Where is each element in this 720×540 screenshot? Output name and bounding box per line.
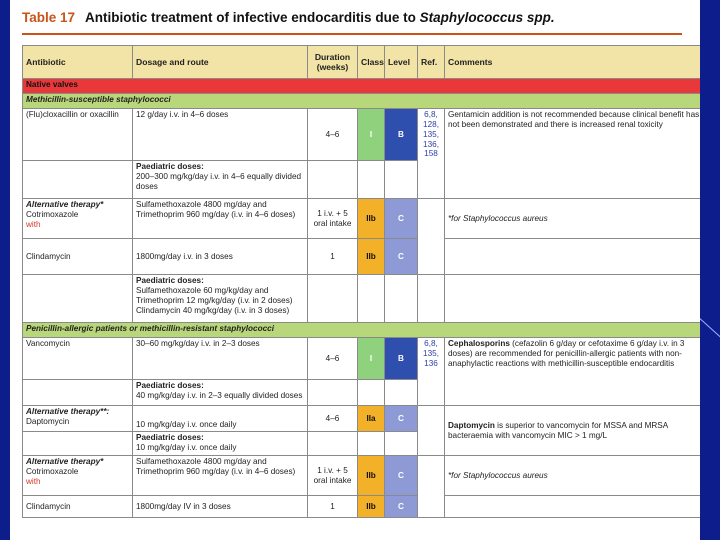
header-class: Class xyxy=(358,46,385,79)
drug-duration: 4–6 xyxy=(308,338,358,380)
paediatric-dose: Paediatric doses: 40 mg/kg/day i.v. in 2–3 equally divided doses xyxy=(133,380,308,406)
drug-dose: Sulfamethoxazole 4800 mg/day and Trimethoprim 960 mg/day (i.v. in 4–6 doses) xyxy=(133,199,308,239)
paediatric-dose: Paediatric doses: Sulfamethoxazole 60 mg/kg/day and Trimethoprim 12 mg/kg/day (i.v. in 2 doses) Clindamycin 40 mg/kg/day (i.v. in 3 doses) xyxy=(133,275,308,323)
decorative-line xyxy=(699,318,720,346)
table-row xyxy=(23,496,701,518)
slide-sheet xyxy=(10,0,700,540)
header-comments: Comments xyxy=(445,46,701,79)
title-italic: Staphylococcus spp. xyxy=(419,10,555,25)
header-dosage: Dosage and route xyxy=(133,46,308,79)
header-ref: Ref. xyxy=(418,46,445,79)
alternative-drug: Alternative therapy**: Daptomycin xyxy=(23,406,133,432)
section-row-mss xyxy=(23,94,701,109)
drug-dose: 30–60 mg/kg/day i.v. in 2–3 doses xyxy=(133,338,308,380)
level-badge: C xyxy=(385,496,418,518)
level-badge: C xyxy=(385,406,418,432)
class-badge: IIb xyxy=(358,239,385,275)
class-badge: IIb xyxy=(358,456,385,496)
drug-dose: Sulfamethoxazole 4800 mg/day and Trimethoprim 960 mg/day (i.v. in 4–6 doses) xyxy=(133,456,308,496)
native-valves-row xyxy=(23,79,701,94)
level-badge: C xyxy=(385,239,418,275)
table-row xyxy=(23,406,701,432)
class-badge: I xyxy=(358,338,385,380)
level-badge: B xyxy=(385,338,418,380)
paediatric-label: Paediatric doses: xyxy=(136,162,204,171)
drug-name: Clindamycin xyxy=(23,496,133,518)
drug-dose: 1800mg/day IV in 3 doses xyxy=(133,496,308,518)
comment: *for Staphylococcus aureus xyxy=(445,456,701,496)
section-pen-label: Penicillin-allergic patients or methicillin-resistant staphylococci xyxy=(23,323,701,338)
table-row xyxy=(23,338,701,380)
drug-name: (Flu)cloxacillin or oxacillin xyxy=(23,109,133,161)
level-badge: C xyxy=(385,456,418,496)
header-antibiotic: Antibiotic xyxy=(23,46,133,79)
comment: Cephalosporins (cefazolin 6 g/day or cefotaxime 6 g/day i.v. in 3 doses) are recommended for penicillin-allergic patients with non-anaphylactic reactions with methicillin-susceptible endocarditis xyxy=(445,338,701,406)
class-badge: IIb xyxy=(358,199,385,239)
native-valves-label: Native valves xyxy=(23,79,701,94)
drug-duration: 4–6 xyxy=(308,109,358,161)
drug-duration: 1 i.v. + 5 oral intake xyxy=(308,199,358,239)
drug-duration: 1 xyxy=(308,239,358,275)
drug-name: Vancomycin xyxy=(23,338,133,380)
comment: Gentamicin addition is not recommended because clinical benefit has not been demonstrated and there is increased renal toxicity xyxy=(445,109,701,199)
paediatric-dose: Paediatric doses: 200–300 mg/kg/day i.v. in 4–6 equally divided doses xyxy=(133,161,308,199)
with-label: with xyxy=(26,476,41,486)
alternative-drug: Alternative therapy* Cotrimoxazole with xyxy=(23,456,133,496)
table-title xyxy=(22,10,555,25)
level-badge: B xyxy=(385,109,418,161)
table-row xyxy=(23,109,701,161)
table-number: Table 17 xyxy=(22,10,76,25)
endocarditis-table xyxy=(22,45,700,518)
comment: *for Staphylococcus aureus xyxy=(445,199,701,239)
table-row xyxy=(23,239,701,275)
drug-name: Clindamycin xyxy=(23,239,133,275)
level-badge: C xyxy=(385,199,418,239)
section-row-pen xyxy=(23,323,701,338)
drug-dose: 12 g/day i.v. in 4–6 doses xyxy=(133,109,308,161)
header-row xyxy=(23,46,701,79)
drug-duration: 4–6 xyxy=(308,406,358,432)
title-text: Antibiotic treatment of infective endocarditis due to xyxy=(85,10,420,25)
drug-duration: 1 xyxy=(308,496,358,518)
drug-duration: 1 i.v. + 5 oral intake xyxy=(308,456,358,496)
section-mss-label: Methicillin-susceptible staphylococci xyxy=(23,94,701,109)
class-badge: I xyxy=(358,109,385,161)
paediatric-dose: Paediatric doses: 10 mg/kg/day i.v. once daily xyxy=(133,432,308,456)
comment: Daptomycin is superior to vancomycin for MSSA and MRSA bacteraemia with vancomycin MIC > 1 mg/L xyxy=(445,406,701,456)
title-rule xyxy=(22,33,682,35)
table-row xyxy=(23,199,701,239)
table-row xyxy=(23,456,701,496)
header-level: Level xyxy=(385,46,418,79)
class-badge: IIa xyxy=(358,406,385,432)
alternative-drug: Alternative therapy* Cotrimoxazole with xyxy=(23,199,133,239)
drug-dose: 10 mg/kg/day i.v. once daily xyxy=(133,406,308,432)
header-duration: Duration (weeks) xyxy=(308,46,358,79)
drug-dose: 1800mg/day i.v. in 3 doses xyxy=(133,239,308,275)
class-badge: IIb xyxy=(358,496,385,518)
table-row xyxy=(23,275,701,323)
references: 6,8, 128, 135, 136, 158 xyxy=(418,109,445,199)
with-label: with xyxy=(26,219,41,229)
references: 6,8, 135, 136 xyxy=(418,338,445,406)
